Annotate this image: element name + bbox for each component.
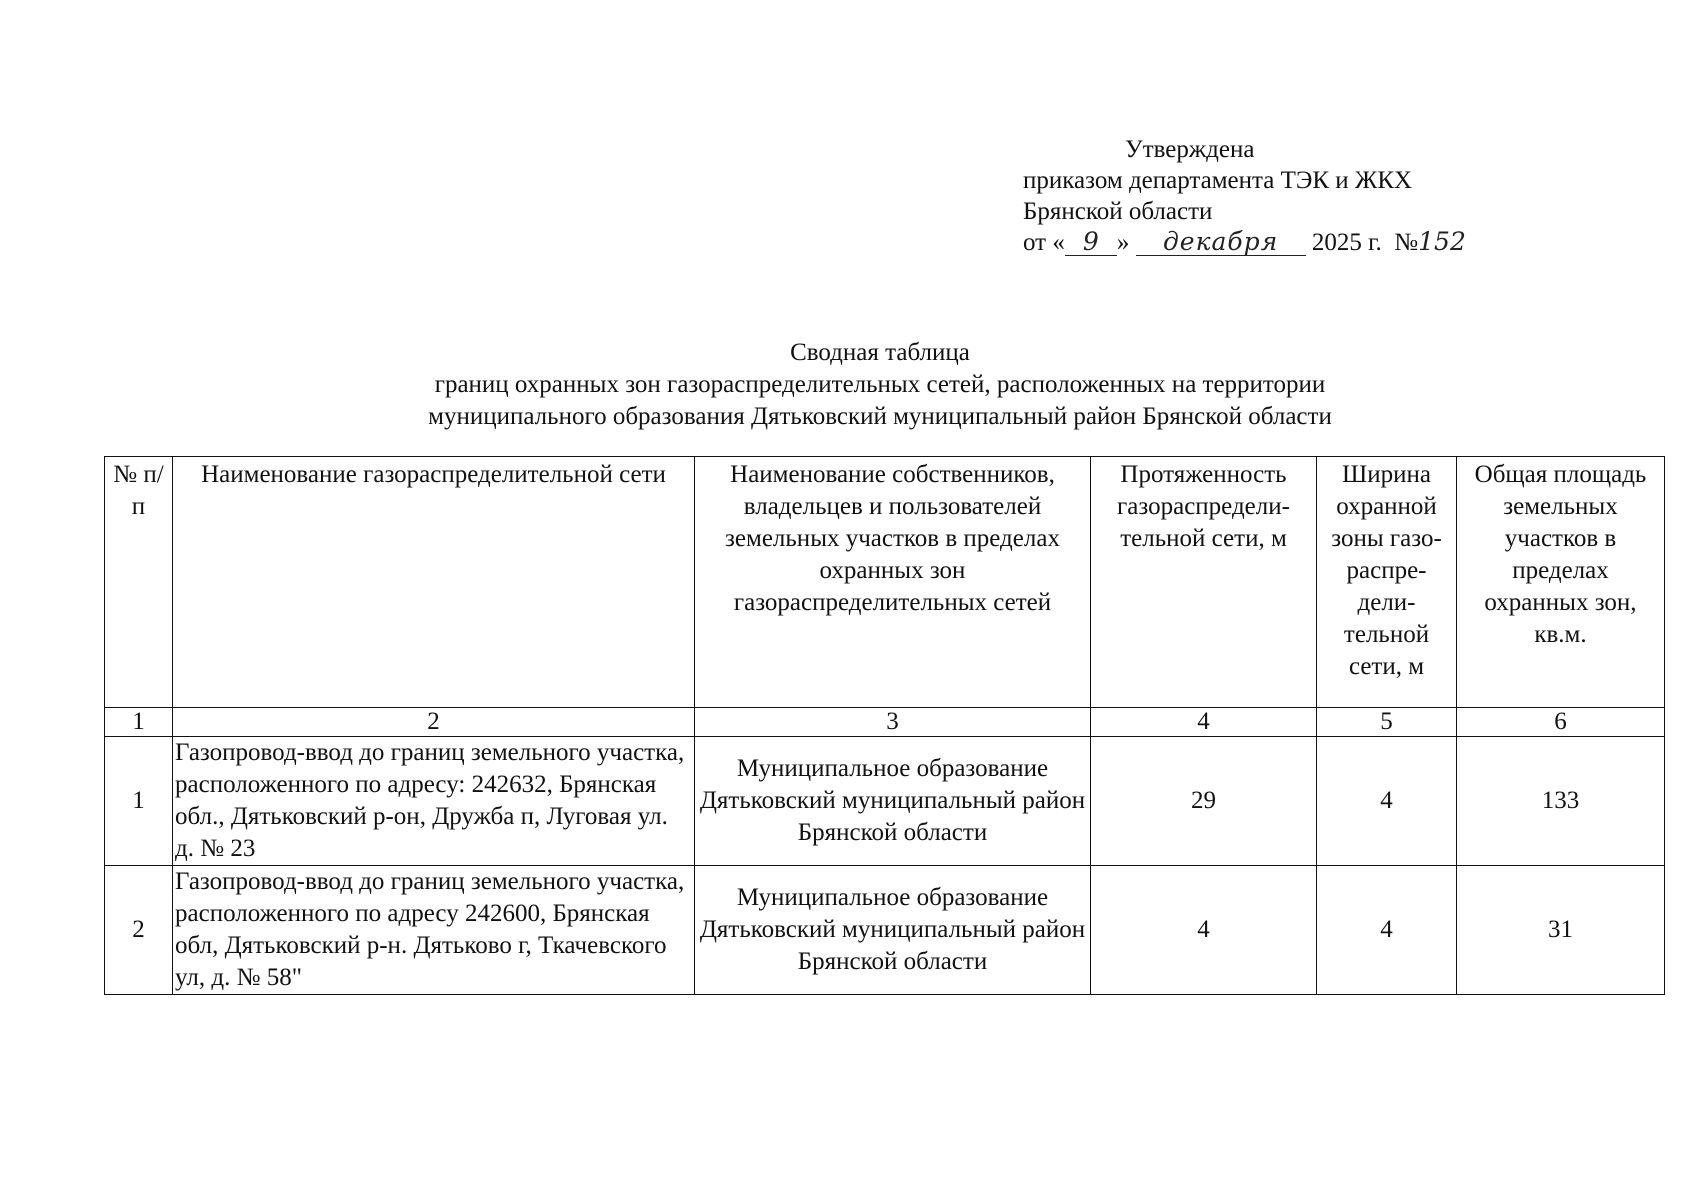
network-length: 4 bbox=[1091, 866, 1317, 995]
handwritten-day: 9 bbox=[1065, 229, 1117, 256]
heading-subtitle-1: границ охранных зон газораспределительных сетей, расположенных на территории bbox=[434, 371, 1326, 398]
column-number-row bbox=[105, 708, 1665, 737]
col-header-length: Протяженность газораспредели-тельной сети, м bbox=[1091, 457, 1317, 708]
table-heading bbox=[0, 337, 1689, 433]
approval-order-line: приказом департамента ТЭК и ЖКХ bbox=[1023, 167, 1413, 194]
approval-region-line: Брянской области bbox=[1023, 198, 1213, 225]
col-header-network-name: Наименование газораспределительной сети bbox=[173, 457, 695, 708]
network-name: Газопровод-ввод до границ земельного участка, расположенного по адресу: 242632, Брянская обл., Дятьковский р-он, Дружба п, Луговая ул. д. № 23 bbox=[173, 737, 695, 866]
zone-width: 4 bbox=[1317, 866, 1457, 995]
approval-title: Утверждена bbox=[1125, 136, 1255, 163]
col-header-zone-width: Ширина охранной зоны газо-распре-дели-тельной сети, м bbox=[1317, 457, 1457, 708]
heading-title: Сводная таблица bbox=[790, 339, 970, 366]
approval-date-line bbox=[1023, 227, 1583, 258]
col-header-number: № п/п bbox=[105, 457, 173, 708]
number-sign: № bbox=[1394, 229, 1419, 256]
total-area: 31 bbox=[1457, 866, 1665, 995]
row-number: 2 bbox=[105, 866, 173, 995]
column-number: 4 bbox=[1091, 708, 1317, 737]
approval-block bbox=[1023, 134, 1583, 258]
network-name: Газопровод-ввод до границ земельного участка, расположенного по адресу 242600, Брянская обл, Дятьковский р-н. Дятьково г, Ткачевского ул, д. № 58" bbox=[173, 866, 695, 995]
col-header-owners: Наименование собственников, владельцев и пользователей земельных участков в пределах охранных зон газораспределительных сетей bbox=[695, 457, 1091, 708]
date-quote-close: » bbox=[1116, 229, 1130, 256]
column-number: 1 bbox=[105, 708, 173, 737]
summary-table bbox=[104, 456, 1665, 995]
date-year: 2025 г. bbox=[1311, 229, 1382, 256]
heading-subtitle-2: муниципального образования Дятьковский муниципальный район Брянской области bbox=[428, 403, 1332, 430]
column-number: 3 bbox=[695, 708, 1091, 737]
table-row bbox=[105, 866, 1665, 995]
header-row bbox=[105, 457, 1665, 708]
owners: Муниципальное образование Дятьковский муниципальный район Брянской области bbox=[695, 866, 1091, 995]
column-number: 2 bbox=[173, 708, 695, 737]
total-area: 133 bbox=[1457, 737, 1665, 866]
row-number: 1 bbox=[105, 737, 173, 866]
handwritten-number: 152 bbox=[1418, 227, 1466, 256]
column-number: 6 bbox=[1457, 708, 1665, 737]
date-prefix: от « bbox=[1023, 229, 1065, 256]
column-number: 5 bbox=[1317, 708, 1457, 737]
zone-width: 4 bbox=[1317, 737, 1457, 866]
col-header-total-area: Общая площадь земельных участков в пределах охранных зон, кв.м. bbox=[1457, 457, 1665, 708]
handwritten-month: декабря bbox=[1136, 229, 1306, 256]
owners: Муниципальное образование Дятьковский муниципальный район Брянской области bbox=[695, 737, 1091, 866]
network-length: 29 bbox=[1091, 737, 1317, 866]
table-row bbox=[105, 737, 1665, 866]
